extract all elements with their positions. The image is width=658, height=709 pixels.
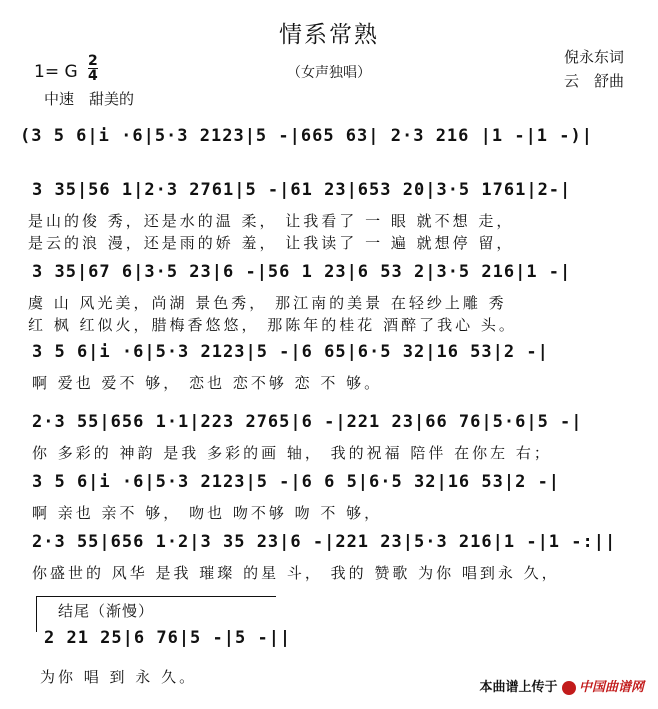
lyric-row-2-verse-2: 是云的浪 漫，还是雨的娇 羞， 让我读了 一 遍 就想停 留，: [28, 234, 515, 252]
time-signature: [88, 54, 98, 83]
notation-row-1: (3 5 6|i ·6|5·3 2123|5 -|665 63| 2·3 216 |1 -|1 -)|: [20, 126, 593, 146]
ending-bracket: [36, 596, 276, 597]
notation-row-4: 3 5 6|i ·6|5·3 2123|5 -|6 65|6·5 32|16 53|2 -|: [32, 342, 549, 362]
lyric-row-4: 啊 爱也 爱不 够， 恋也 恋不够 恋 不 够。: [32, 374, 383, 392]
key-signature: 1= G: [34, 62, 78, 82]
song-subtitle: （女声独唱）: [287, 65, 371, 81]
lyric-row-3-verse-1: 虞 山 风光美，尚湖 景色秀， 那江南的美景 在轻纱上雕 秀: [28, 294, 507, 312]
site-watermark: [479, 676, 644, 695]
site-name: 中国曲谱网: [578, 680, 644, 695]
uploaded-on-text: 本曲谱上传于: [479, 680, 558, 695]
ending-bracket-side: [36, 596, 37, 632]
notation-row-2: 3 35|56 1|2·3 2761|5 -|61 23|653 20|3·5 1761|2-|: [32, 180, 572, 200]
site-logo-icon: [562, 681, 576, 695]
composer-credit: 云 舒曲: [563, 72, 624, 90]
tempo-marking: 中速 甜美的: [44, 90, 135, 108]
notation-row-3: 3 35|67 6|3·5 23|6 -|56 1 23|6 53 2|3·5 216|1 -|: [32, 262, 572, 282]
notation-row-7: 2·3 55|656 1·2|3 35 23|6 -|221 23|5·3 216|1 -|1 -:||: [32, 532, 617, 552]
lyric-row-7: 你盛世的 风华 是我 璀璨 的星 斗， 我的 赞歌 为你 唱到永 久，: [32, 564, 560, 582]
ending-lyrics: 为你 唱 到 永 久。: [40, 668, 198, 686]
ending-notation: 2 21 25|6 76|5 -|5 -||: [44, 628, 292, 648]
lyric-row-6: 啊 亲也 亲不 够， 吻也 吻不够 吻 不 够，: [32, 504, 383, 522]
lyricist-credit: 倪永东词: [563, 48, 624, 66]
lyric-row-5: 你 多彩的 神韵 是我 多彩的画 轴， 我的祝福 陪伴 在你左 右；: [32, 444, 552, 462]
lyric-row-2-verse-1: 是山的俊 秀，还是水的温 柔， 让我看了 一 眼 就不想 走，: [28, 212, 515, 230]
notation-row-6: 3 5 6|i ·6|5·3 2123|5 -|6 6 5|6·5 32|16 53|2 -|: [32, 472, 561, 492]
time-signature-top: 2: [88, 53, 98, 69]
notation-row-5: 2·3 55|656 1·1|223 2765|6 -|221 23|66 76|5·6|5 -|: [32, 412, 583, 432]
ending-label: 结尾（渐慢）: [58, 602, 155, 620]
lyric-row-3-verse-2: 红 枫 红似火，腊梅香悠悠， 那陈年的桂花 酒醉了我心 头。: [28, 316, 517, 334]
time-signature-bottom: 4: [88, 68, 98, 84]
song-title: 情系常熟: [279, 22, 379, 48]
